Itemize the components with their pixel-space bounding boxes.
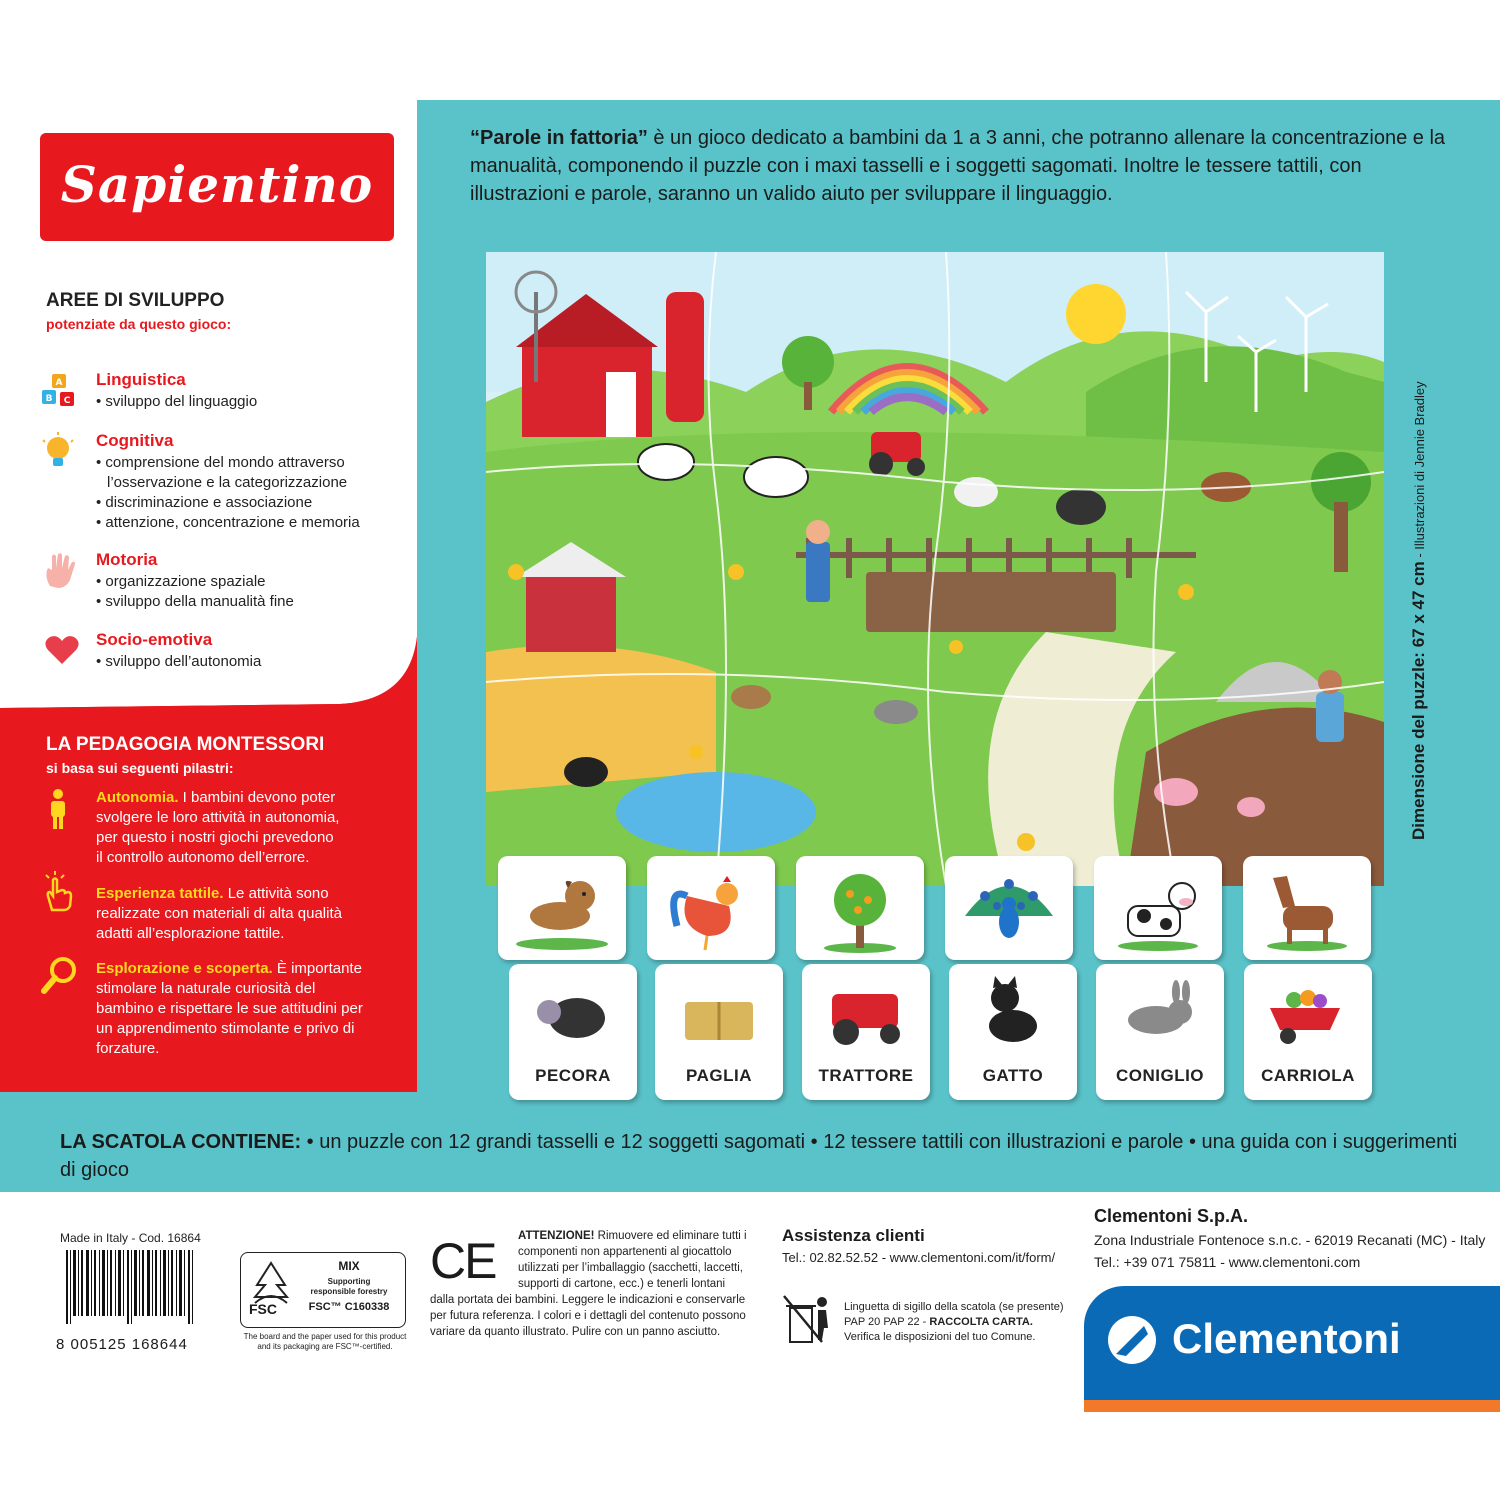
fsc-tree-icon [251, 1259, 291, 1305]
tractor-illustration [802, 964, 930, 1064]
sheep-illustration [509, 964, 637, 1064]
assist-contact: Tel.: 02.82.52.52 - www.clementoni.com/it/form/ [782, 1250, 1056, 1265]
company-address: Zona Industriale Fontenoce s.n.c. - 62019 Recanati (MC) - Italy [1094, 1232, 1486, 1248]
hand-icon [40, 550, 84, 590]
area-lines-motoria: • organizzazione spaziale • sviluppo della manualità fine [96, 573, 294, 610]
card-word: CARRIOLA [1261, 1066, 1355, 1085]
card-word: CONIGLIO [1115, 1066, 1205, 1085]
area-title-motoria: Motoria [96, 550, 158, 569]
pillar-esperienza-tattile: Esperienza tattile. Le attività sono realizzate con materiali di alta qualità adatti all’esplorazione tattile. [96, 885, 342, 942]
development-title: AREE DI SVILUPPO [46, 290, 225, 311]
fsc-mix: MIX [338, 1259, 360, 1273]
rabbit-illustration [1096, 964, 1224, 1064]
fsc-line2: responsible forestry [310, 1287, 388, 1296]
ce-mark: CE [430, 1233, 496, 1289]
svg-text:B: B [45, 394, 53, 404]
montessori-subtitle: si basa sui seguenti pilastri: [46, 760, 234, 776]
cat-illustration [949, 964, 1077, 1064]
card-gatto [949, 964, 1077, 1100]
fsc-label: FSC [249, 1301, 277, 1317]
fsc-badge [240, 1252, 406, 1328]
assist-title: Assistenza clienti [782, 1226, 925, 1245]
area-title-socio-emotiva: Socio-emotiva [96, 630, 213, 649]
game-description: “Parole in fattoria” è un gioco dedicato a bambini da 1 a 3 anni, che potranno allenare la concentrazione e la manualità, componendo il puzzle con i maxi tasselli e i soggetti sagomati. Inoltre le tessere tattili, con illustrazioni e parole, saranno un valido aiuto per sviluppare il linguaggio. [470, 127, 1446, 205]
recycle-bin-icon [782, 1292, 832, 1346]
svg-text:A: A [55, 378, 63, 388]
company-contact: Tel.: +39 071 75811 - www.clementoni.com [1094, 1254, 1361, 1270]
cow-illustration [1094, 856, 1222, 960]
peacock-illustration [945, 856, 1073, 960]
fsc-line1: Supporting [327, 1277, 371, 1286]
area-lines-linguistica: • sviluppo del linguaggio [96, 393, 258, 410]
made-in-code: Made in Italy - Cod. 16864 [60, 1231, 201, 1245]
area-title-cognitiva: Cognitiva [96, 431, 174, 450]
development-subtitle: potenziate da questo gioco: [46, 316, 232, 332]
brand-logo: Sapientino [60, 155, 374, 214]
fsc-note: The board and the paper used for this product and its packaging are FSC™-certified. [243, 1332, 407, 1351]
barcode-icon [60, 1250, 206, 1324]
area-title-linguistica: Linguistica [96, 370, 186, 389]
card-carriola [1244, 964, 1372, 1100]
barcode-number: 8 005125 168644 [56, 1336, 188, 1353]
fsc-code: FSC™ C160338 [308, 1301, 390, 1313]
heart-icon [44, 634, 80, 666]
puzzle-dimension-caption [1396, 262, 1436, 842]
card-word: GATTO [982, 1066, 1044, 1085]
rooster-illustration [647, 856, 775, 960]
abc-blocks-icon [38, 372, 82, 412]
lightbulb-icon [40, 432, 76, 472]
card-paglia [655, 964, 783, 1100]
montessori-title: LA PEDAGOGIA MONTESSORI [46, 734, 325, 755]
pillar-autonomia: Autonomia. I bambini devono poter svolgere le loro attività in autonomia, per questo i nostri giochi prevedono il controllo autonomo dell’errore. [96, 789, 340, 866]
card-trattore [802, 964, 930, 1100]
area-lines-socio-emotiva: • sviluppo dell’autonomia [96, 653, 262, 670]
wheelbarrow-illustration [1244, 964, 1372, 1064]
clementoni-logo: Clementoni [1172, 1315, 1401, 1362]
company-name: Clementoni S.p.A. [1094, 1206, 1249, 1226]
card-word: PAGLIA [686, 1066, 752, 1085]
magnifier-icon [40, 956, 78, 996]
recycle-info: Linguetta di sigillo della scatola (se presente) PAP 20 PAP 22 - RACCOLTA CARTA. Verifica le disposizioni del tuo Comune. [844, 1301, 1064, 1343]
card-pecora [509, 964, 637, 1100]
clementoni-logo-icon [1104, 1314, 1160, 1366]
card-word: TRATTORE [818, 1066, 914, 1085]
hay-illustration [655, 964, 783, 1064]
card-word: PECORA [535, 1066, 611, 1085]
card-dog [498, 856, 626, 960]
area-lines-cognitiva: • comprensione del mondo attraverso l’osservazione e la categorizzazione • discriminazione e associazione • attenzione, concentrazione e memoria [96, 454, 360, 531]
card-coniglio [1096, 964, 1224, 1100]
pillar-esplorazione: Esplorazione e scoperta. È importante stimolare la naturale curiosità del bambino e rispettare le sue attitudini per un apprendimento stimolante e privo di forzature. [96, 960, 363, 1057]
touch-hand-icon [40, 870, 76, 912]
dog-illustration [498, 856, 626, 960]
person-icon [46, 788, 70, 830]
card-horse [1243, 856, 1371, 960]
card-cow [1094, 856, 1222, 960]
svg-text:Dimensione del puzzle: 67 x 47: Dimensione del puzzle: 67 x 47 cm - Illustrazioni di Jennie Bradley [1409, 381, 1428, 840]
svg-text:C: C [63, 396, 71, 406]
card-rooster [647, 856, 775, 960]
horse-illustration [1243, 856, 1371, 960]
box-contents: LA SCATOLA CONTIENE: • un puzzle con 12 grandi tasselli e 12 soggetti sagomati • 12 tessere tattili con illustrazioni e parole • una guida con i suggerimenti di gioco [60, 1131, 1458, 1181]
warning-text: ATTENZIONE! Rimuovere ed eliminare tutti i componenti non appartenenti al giocattolo utilizzati per l’imballaggio (sacchetti, laccetti, supporti di cartone, ecc.) e tenerli lontani dalla portata dei bambini. Leggere le indicazioni e conservarle per futura referenza. I colori e i dettagli del contenuto possono variare da quanto illustrato. Pulire con un panno asciutto. [430, 1230, 747, 1338]
tree-illustration [796, 856, 924, 960]
farm-puzzle-illustration [486, 252, 1384, 886]
card-peacock [945, 856, 1073, 960]
card-tree [796, 856, 924, 960]
